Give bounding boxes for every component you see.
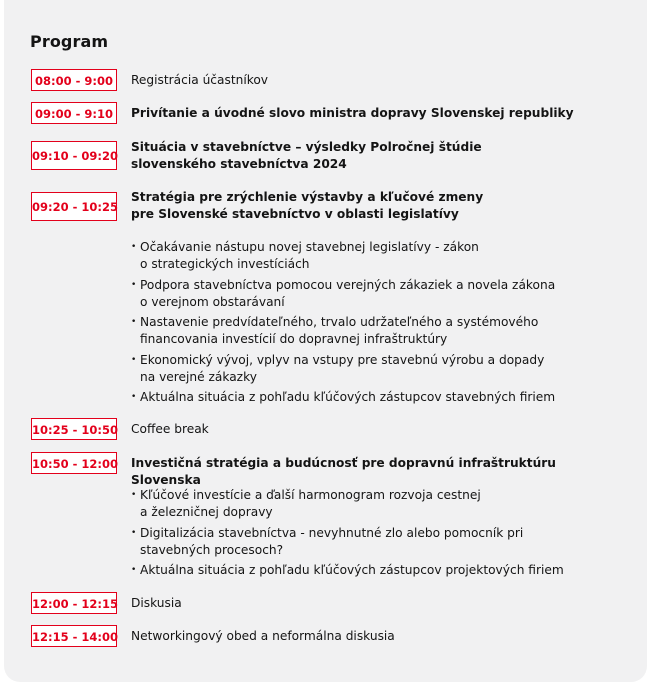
list-item: • Očakávanie nástupu novej stavebnej legislatívy - zákon o strategických investíciách — [131, 239, 611, 273]
time-slot: 12:15 - 14:00 — [31, 625, 117, 647]
list-item: • Ekonomický vývoj, vplyv na vstupy pre stavebnú výrobu a dopady na verejné zákazky — [131, 352, 611, 386]
agenda-item-title: Networkingový obed a neformálna diskusia — [131, 629, 395, 643]
time-slot: 10:25 - 10:50 — [31, 418, 117, 440]
list-item: • Aktuálna situácia z pohľadu kľúčových zástupcov projektových firiem — [131, 562, 611, 579]
agenda-item-title: Coffee break — [131, 422, 209, 436]
agenda-item-title: Situácia v stavebníctve – výsledky Polročnej štúdie slovenského stavebníctva 2024 — [131, 140, 482, 171]
time-slot: 09:20 - 10:25 — [31, 192, 117, 221]
agenda-bullet-list — [131, 239, 611, 410]
page-title: Program — [30, 32, 109, 51]
list-item: • Nastavenie predvídateľného, trvalo udržateľného a systémového financovania investícií do dopravnej infraštruktúry — [131, 314, 611, 348]
agenda-item-title: Investičná stratégia a budúcnosť pre dopravnú infraštruktúru Slovenska — [131, 456, 556, 487]
time-slot: 09:00 - 9:10 — [31, 102, 117, 124]
time-slot: 08:00 - 9:00 — [31, 69, 117, 91]
time-slot: 12:00 - 12:15 — [31, 592, 117, 614]
list-item: • Aktuálna situácia z pohľadu kľúčových zástupcov stavebných firiem — [131, 389, 611, 406]
agenda-item-title: Privítanie a úvodné slovo ministra dopravy Slovenskej republiky — [131, 106, 574, 120]
list-item: • Podpora stavebníctva pomocou verejných zákaziek a novela zákona o verejnom obstarávaní — [131, 277, 611, 311]
agenda-item-title: Registrácia účastníkov — [131, 73, 269, 87]
agenda-item-title: Stratégia pre zrýchlenie výstavby a kľučové zmeny pre Slovenské stavebníctvo v oblasti legislatívy — [131, 190, 484, 221]
list-item: • Kľúčové investície a ďalší harmonogram rozvoja cestnej a železničnej dopravy — [131, 487, 611, 521]
time-slot: 10:50 - 12:00 — [31, 452, 117, 474]
agenda-item-title: Diskusia — [131, 596, 182, 610]
list-item: • Digitalizácia stavebníctva - nevyhnutné zlo alebo pomocník pri stavebných procesoch? — [131, 525, 611, 559]
time-slot: 09:10 - 09:20 — [31, 141, 117, 170]
agenda-bullet-list — [131, 487, 611, 583]
